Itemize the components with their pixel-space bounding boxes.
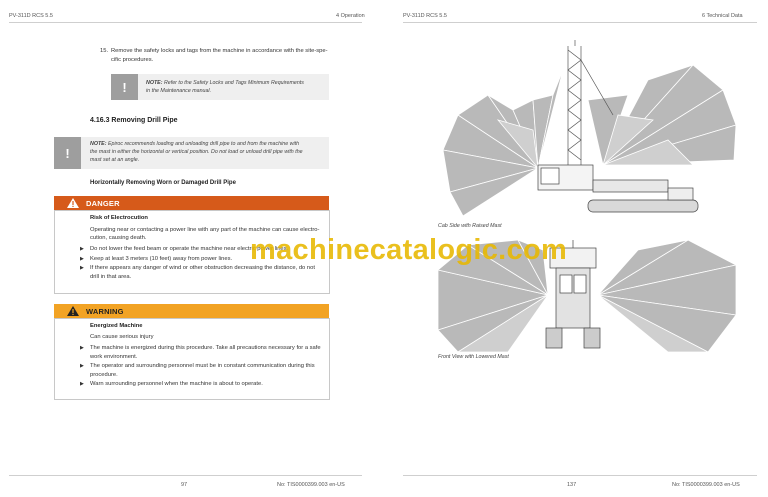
- watermark: machinecatalogic.com: [250, 234, 568, 266]
- note-box-1: [111, 74, 329, 100]
- warning-bullet: ▶ Warn surrounding personnel when the machine is about to operate.: [80, 380, 325, 389]
- step-text-line1: Remove the safety locks and tags from the machine in accordance with the site-spe-: [111, 48, 328, 54]
- danger-intro-line2: cution, causing death.: [90, 235, 147, 241]
- danger-label: DANGER: [86, 198, 120, 208]
- right-footer-rule: [403, 475, 757, 476]
- warning-bullets: [80, 344, 325, 390]
- note2-line3: mast set at an angle.: [90, 157, 140, 163]
- note2-label: NOTE:: [90, 141, 107, 147]
- warning-bullet: [80, 362, 325, 379]
- left-header-section: 4 Operation: [336, 13, 365, 19]
- info-icon: !: [111, 74, 138, 100]
- left-header-rule: [9, 22, 362, 23]
- note1-line1: [146, 79, 304, 87]
- step-text-line2: cific procedures.: [111, 57, 154, 63]
- note2-line1: [90, 140, 299, 148]
- warning-header: [54, 304, 329, 318]
- subsection-title: Horizontally Removing Worn or Damaged Drill Pipe: [90, 180, 236, 186]
- note2-line2: the mast in either the horizontal or vertical position. Do not load or unload drill pipe with the: [90, 149, 303, 155]
- warning-bullet-text: The operator and surrounding personnel must be in constant communication during this: [90, 363, 315, 369]
- right-doc-number: No: TIS0000399.003 en-US: [672, 482, 740, 488]
- step-number: 15.: [100, 48, 109, 54]
- warning-bullet-text: The machine is energized during this procedure. Take all precautions necessary for a safe: [90, 345, 321, 351]
- right-header-section: 6 Technical Data: [702, 13, 743, 19]
- warning-title: Energized Machine: [90, 323, 143, 329]
- right-header-title: PV-311D RCS 5.5: [403, 13, 447, 19]
- left-page-number: 97: [181, 482, 188, 488]
- warning-bullet-cont: procedure.: [90, 371, 118, 378]
- warning-label: WARNING: [86, 306, 124, 316]
- danger-intro-line1: Operating near or contacting a power line with any part of the machine can cause electro-: [90, 227, 320, 233]
- warning-intro: Can cause serious injury: [90, 334, 154, 340]
- warning-bullet-cont: work environment.: [90, 353, 138, 360]
- left-header-title: PV-311D RCS 5.5: [9, 13, 53, 19]
- danger-bullet: ▶ Do not lower the feed beam or operate the machine near electric power lines.: [80, 245, 325, 254]
- danger-bullet-cont: drill in that area.: [90, 273, 132, 280]
- warning-triangle-icon: [67, 306, 79, 316]
- figure-cab-side-raised-mast: [438, 40, 738, 220]
- left-doc-number: No: TIS0000399.003 en-US: [277, 482, 345, 488]
- note2-text-1: Epiroc recommends loading and unloading drill pipe to and from the machine with: [107, 141, 300, 147]
- warning-bullet: [80, 344, 325, 361]
- danger-bullet: ▶ Keep at least 3 meters (10 feet) away from power lines.: [80, 255, 325, 264]
- right-header-rule: [403, 22, 757, 23]
- danger-header: [54, 196, 329, 210]
- danger-title: Risk of Electrocution: [90, 215, 148, 221]
- left-footer-rule: [9, 475, 362, 476]
- caption-cab-side: Cab Side with Raised Mast: [438, 223, 502, 229]
- info-icon: !: [54, 137, 81, 169]
- note1-line2: in the Maintenance manual.: [146, 88, 212, 94]
- warning-triangle-icon: [67, 198, 79, 208]
- caption-front-view: Front View with Lowered Mast: [438, 354, 509, 360]
- note1-text-1: Refer to the Safety Locks and Tags Minimum Requirements: [163, 80, 304, 86]
- danger-bullet-text: If there appears any danger of wind or other obstruction decreasing the distance, do not: [90, 265, 315, 271]
- section-title: 4.16.3 Removing Drill Pipe: [90, 117, 178, 124]
- right-page-number: 137: [567, 482, 577, 488]
- note1-label: NOTE:: [146, 80, 163, 86]
